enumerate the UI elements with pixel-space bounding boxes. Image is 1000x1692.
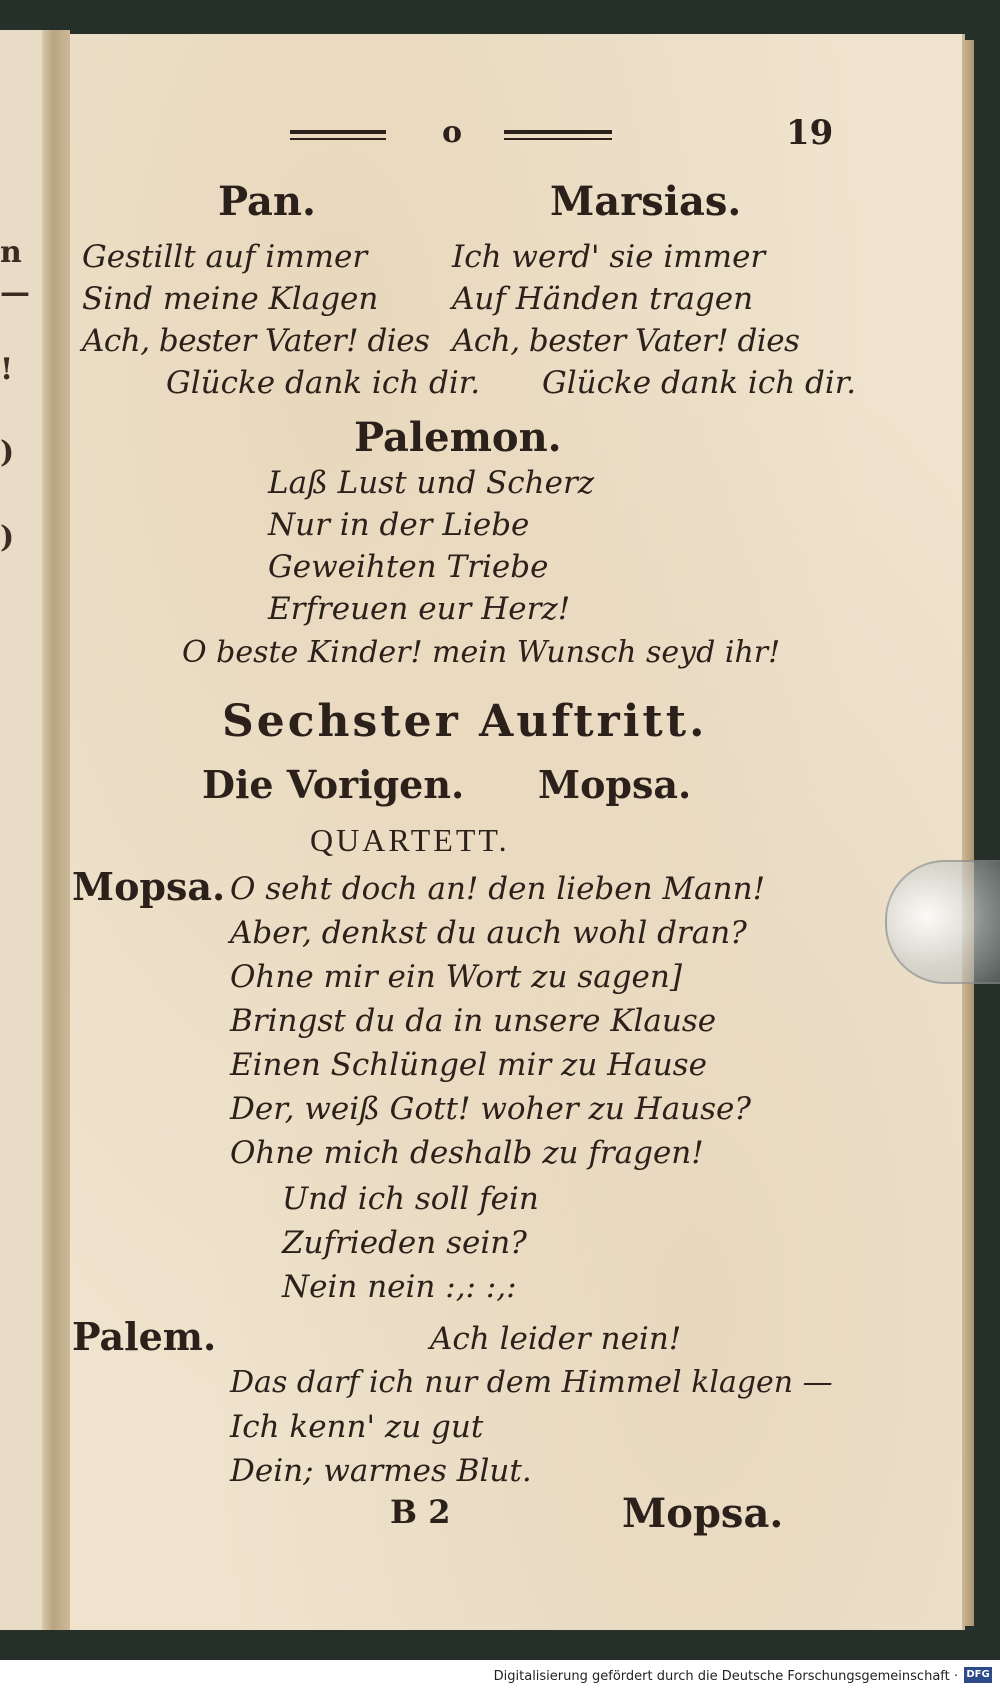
header-rule-right (504, 130, 612, 134)
speaker-palem: Palem. (72, 1314, 217, 1359)
mopsa-line: O seht doch an! den lieben Mann! (230, 871, 766, 907)
edge-char: ) (0, 520, 15, 555)
palemon-line: Erfreuen eur Herz! (268, 591, 571, 627)
pan-line: Glücke dank ich dir. (166, 365, 481, 401)
pan-line: Gestillt auf immer (82, 239, 368, 275)
book-page (70, 34, 965, 1630)
header-rule-left-thin (290, 138, 386, 140)
palemon-line: Nur in der Liebe (268, 507, 530, 543)
mopsa-line: Ohne mich deshalb zu fragen! (230, 1135, 704, 1171)
book-gutter (42, 30, 70, 1630)
pan-line: Ach, bester Vater! dies (82, 323, 430, 359)
marsias-line: Ach, bester Vater! dies (452, 323, 800, 359)
footer-credit: Digitalisierung gefördert durch die Deutsche Forschungsgemeinschaft · (493, 1669, 958, 1684)
mopsa-line: Aber, denkst du auch wohl dran? (230, 915, 747, 951)
catchword: Mopsa. (622, 1490, 784, 1537)
palemon-line: Laß Lust und Scherz (268, 465, 595, 501)
palem-line: Ich kenn' zu gut (230, 1409, 484, 1445)
palem-line: Dein; warmes Blut. (230, 1453, 532, 1489)
palemon-line: Geweihten Triebe (268, 549, 549, 585)
facing-page-edge (0, 30, 44, 1630)
header-ornament: o (442, 115, 463, 150)
mopsa-line: Und ich soll fein (282, 1181, 539, 1217)
signature-mark: B 2 (390, 1493, 451, 1531)
page-number: 19 (786, 113, 834, 153)
scene-cast-mopsa: Mopsa. (538, 762, 692, 807)
speaker-mopsa: Mopsa. (72, 864, 226, 909)
scene-cast: Die Vorigen. (202, 762, 465, 807)
edge-char: ! (0, 352, 14, 387)
header-rule-right-thin (504, 138, 612, 140)
scene-title: Sechster Auftritt. (222, 696, 708, 747)
edge-char: ) (0, 435, 15, 470)
marsias-line: Glücke dank ich dir. (542, 365, 857, 401)
speaker-palemon: Palemon. (354, 414, 562, 461)
dfg-logo: DFG (964, 1667, 992, 1683)
mopsa-line: Ohne mir ein Wort zu sagen] (230, 959, 682, 995)
palem-line: Ach leider nein! (430, 1321, 682, 1357)
page-clip (885, 860, 1000, 984)
marsias-line: Ich werd' sie immer (452, 239, 766, 275)
marsias-line: Auf Händen tragen (452, 281, 754, 317)
page-edge (962, 40, 974, 1626)
palemon-line: O beste Kinder! mein Wunsch seyd ihr! (182, 635, 781, 670)
header-rule-left (290, 130, 386, 134)
mopsa-line: Einen Schlüngel mir zu Hause (230, 1047, 707, 1083)
speaker-marsias: Marsias. (550, 178, 742, 225)
section-label-quartett: QUARTETT. (310, 822, 510, 858)
edge-char: n (0, 235, 22, 270)
mopsa-line: Der, weiß Gott! woher zu Hause? (230, 1091, 752, 1127)
mopsa-line: Nein nein :,: :,: (282, 1269, 517, 1305)
palem-line: Das darf ich nur dem Himmel klagen — (230, 1365, 833, 1400)
mopsa-line: Zufrieden sein? (282, 1225, 527, 1261)
mopsa-line: Bringst du da in unsere Klause (230, 1003, 717, 1039)
edge-char: — (0, 275, 30, 310)
pan-line: Sind meine Klagen (82, 281, 379, 317)
speaker-pan: Pan. (218, 178, 316, 225)
